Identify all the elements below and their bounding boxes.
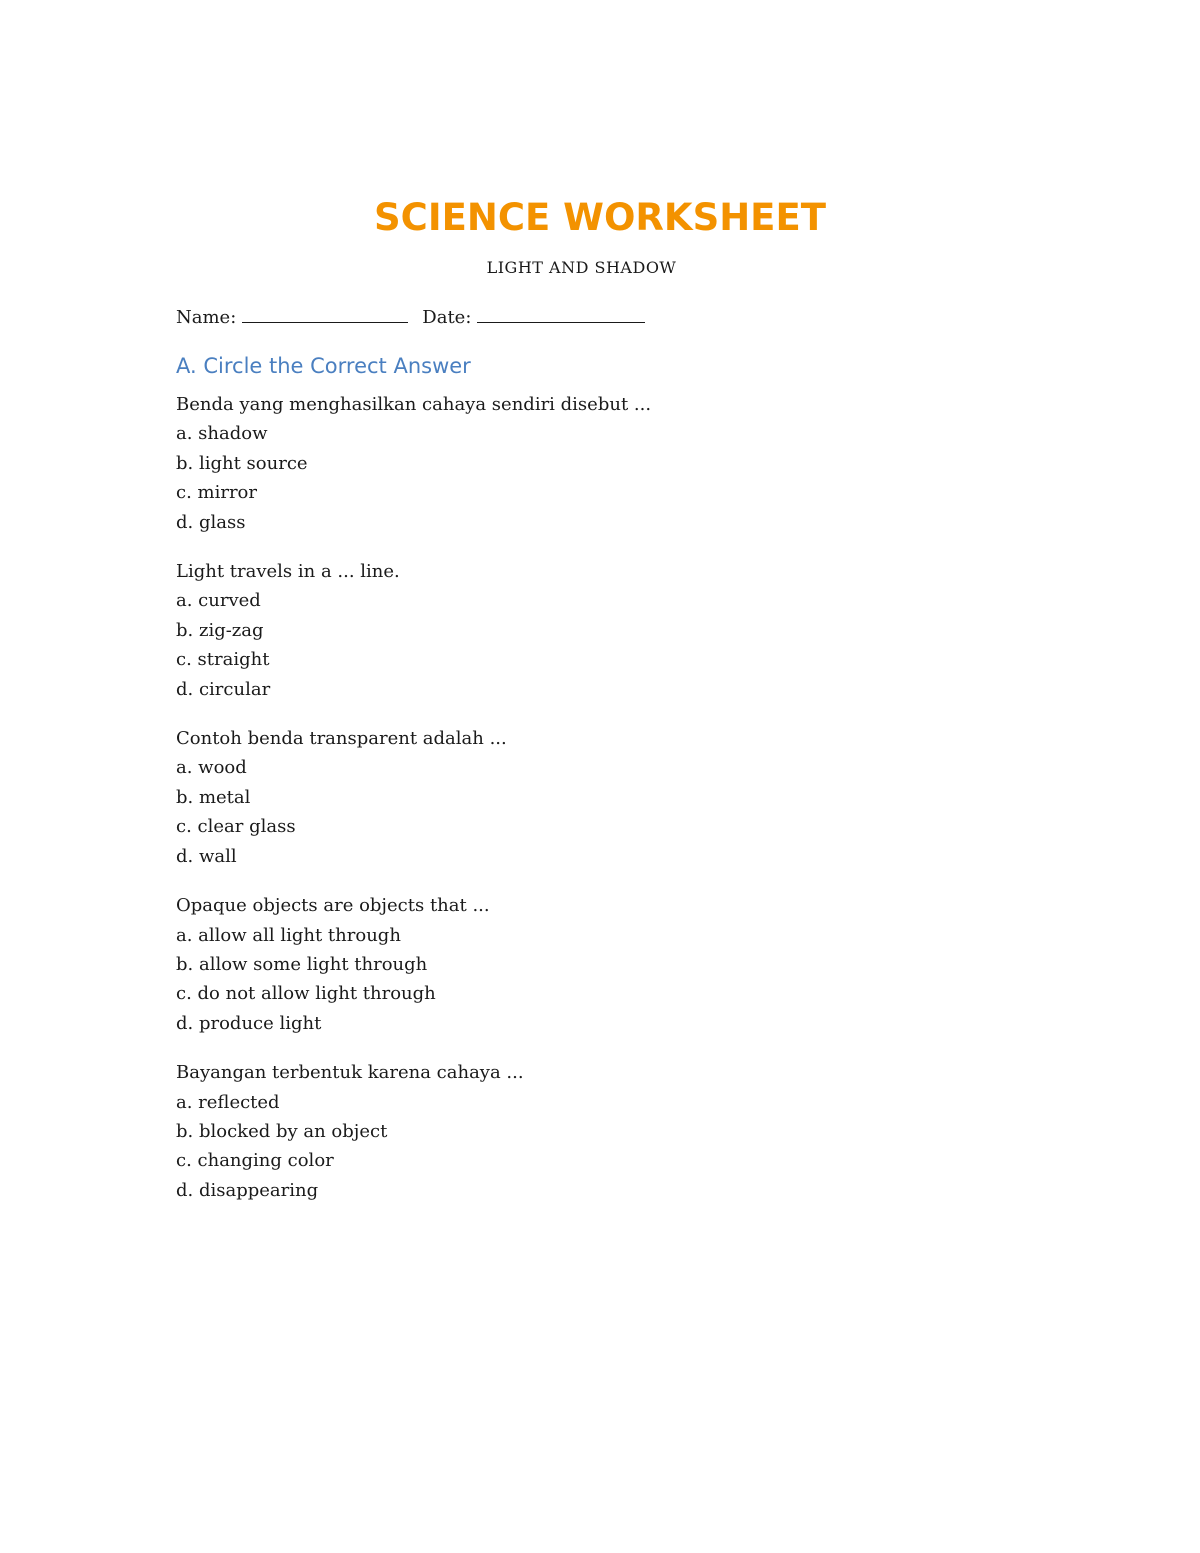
answer-option: b. blocked by an object [176, 1120, 388, 1142]
question-3 [176, 724, 1076, 871]
question-1 [176, 390, 1076, 537]
answer-option: d. wall [176, 845, 237, 867]
answer-option: a. curved [176, 590, 261, 612]
question-prompt: Benda yang menghasilkan cahaya sendiri disebut ... [176, 394, 652, 415]
name-date-line [176, 306, 645, 328]
answer-option: b. zig-zag [176, 619, 264, 641]
name-blank [242, 306, 408, 323]
question-prompt: Contoh benda transparent adalah ... [176, 728, 507, 750]
question-prompt: Light travels in a ... line. [176, 561, 400, 583]
answer-option: c. clear glass [176, 816, 296, 838]
section-a-heading: A. Circle the Correct Answer [176, 354, 471, 378]
answer-option: a. shadow [176, 423, 268, 445]
answer-option: a. allow all light through [176, 924, 401, 946]
question-prompt: Opaque objects are objects that ... [176, 895, 490, 917]
answer-option: d. disappearing [176, 1179, 319, 1201]
worksheet-subtitle: LIGHT AND SHADOW [486, 258, 677, 277]
answer-option: d. circular [176, 678, 271, 700]
answer-option: c. changing color [176, 1150, 334, 1172]
date-label: Date: [422, 307, 472, 328]
answer-option: d. glass [176, 511, 246, 533]
answer-option: a. reflected [176, 1091, 280, 1113]
answer-option: b. metal [176, 786, 251, 808]
answer-option: c. straight [176, 649, 270, 671]
answer-option: a. wood [176, 757, 247, 779]
answer-option: b. light source [176, 452, 308, 474]
question-5 [176, 1058, 1076, 1205]
name-label: Name: [176, 307, 237, 328]
date-blank [477, 306, 645, 323]
question-2 [176, 557, 1076, 704]
question-list [176, 390, 1076, 1225]
worksheet-title: SCIENCE WORKSHEET [374, 196, 826, 239]
answer-option: c. mirror [176, 482, 257, 504]
answer-option: b. allow some light through [176, 953, 428, 975]
question-4 [176, 891, 1076, 1038]
answer-option: c. do not allow light through [176, 983, 436, 1005]
answer-option: d. produce light [176, 1012, 322, 1034]
question-prompt: Bayangan terbentuk karena cahaya ... [176, 1062, 524, 1084]
